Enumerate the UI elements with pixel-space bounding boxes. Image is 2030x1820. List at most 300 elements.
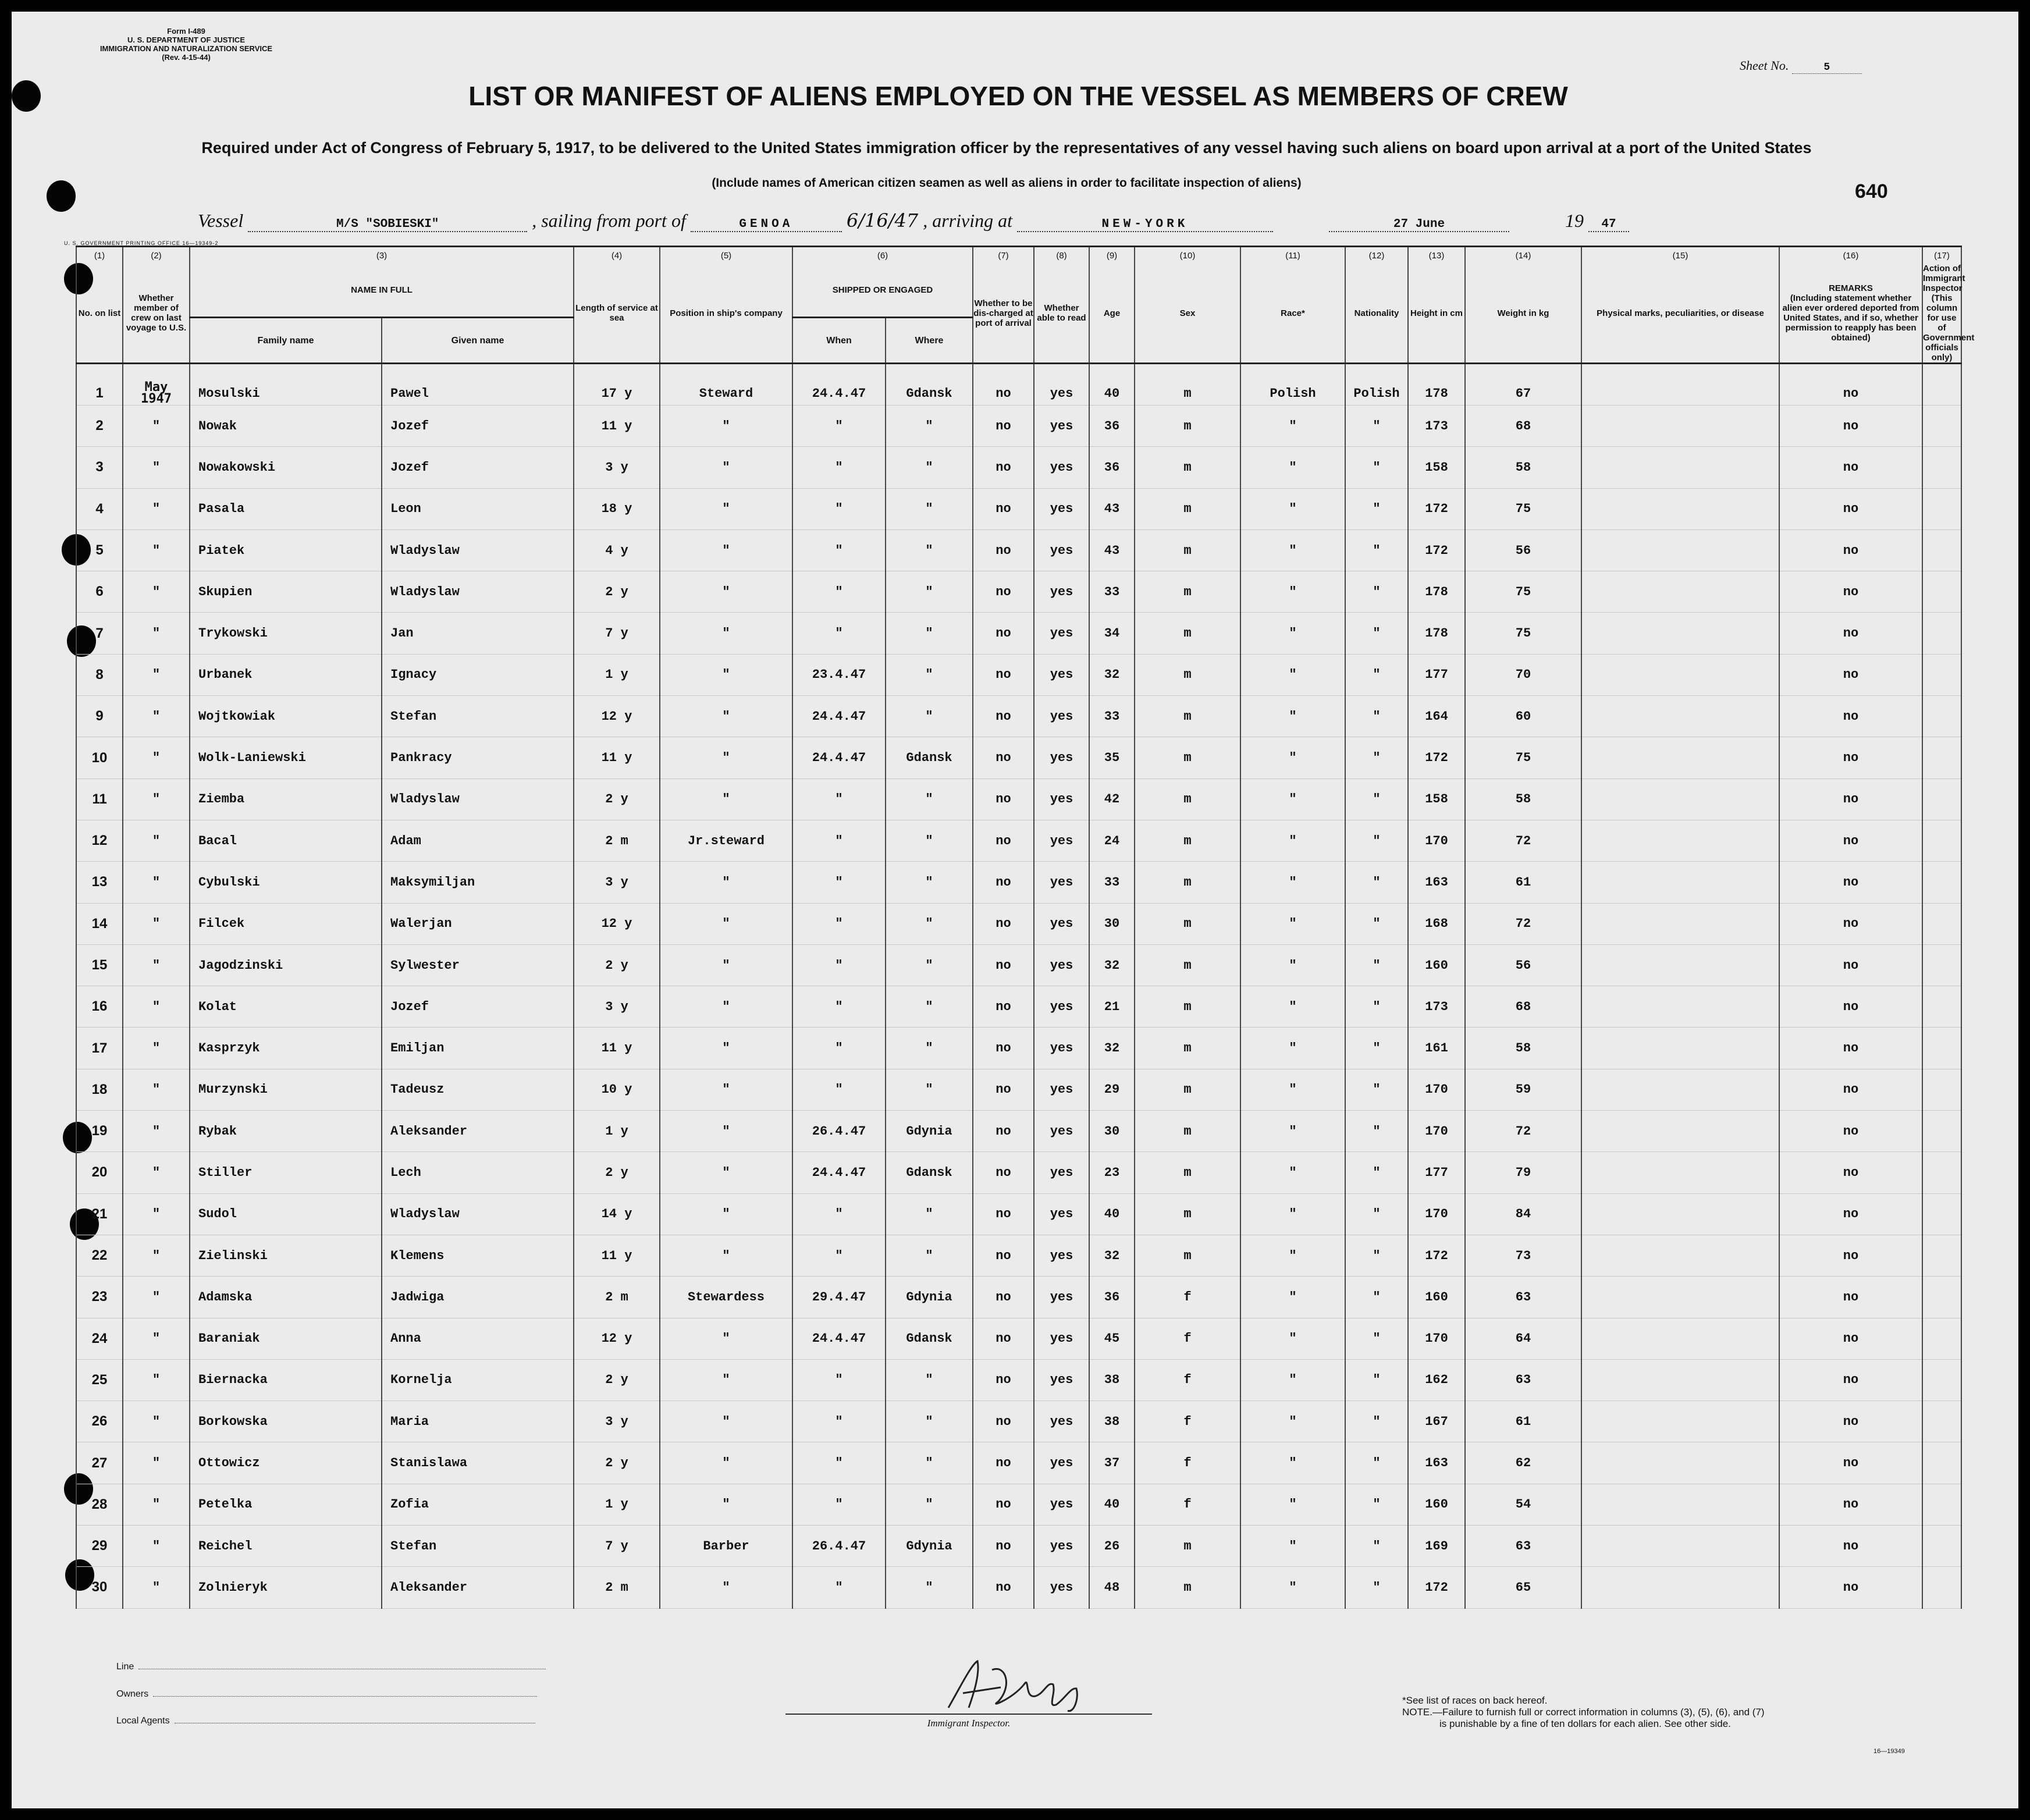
- nationality-header: Nationality: [1345, 264, 1408, 364]
- inspector-action-cell: [1922, 862, 1961, 903]
- prior-voyage-cell: ": [123, 1401, 190, 1442]
- able-to-read-cell: yes: [1034, 903, 1089, 944]
- physical-marks-cell: [1581, 1359, 1779, 1400]
- row-number: 15: [76, 944, 123, 986]
- inspector-action-cell: [1922, 488, 1961, 529]
- inspector-action-cell: [1922, 1567, 1961, 1608]
- given-name-cell: Aleksander: [382, 1111, 574, 1152]
- service-length-cell: 12 y: [574, 1318, 660, 1359]
- weight-cell: 61: [1465, 862, 1581, 903]
- name-in-full-header: NAME IN FULL: [190, 264, 574, 318]
- engaged-when-cell: ": [792, 1484, 886, 1525]
- row-number: 24: [76, 1318, 123, 1359]
- prior-voyage-cell: ": [123, 1442, 190, 1484]
- crew-member-header: Whether member of crew on last voyage to U.S.: [123, 264, 190, 364]
- engaged-where-cell: ": [886, 406, 973, 447]
- owners-field: [116, 1689, 537, 1700]
- family-name-cell: Biernacka: [190, 1359, 382, 1400]
- prior-voyage-cell: ": [123, 1028, 190, 1069]
- service-length-cell: 7 y: [574, 613, 660, 654]
- physical-marks-cell: [1581, 737, 1779, 779]
- prior-voyage-cell: ": [123, 820, 190, 861]
- table-row: [76, 406, 1961, 447]
- given-name-cell: Adam: [382, 820, 574, 861]
- race-cell: ": [1240, 862, 1345, 903]
- row-number: 14: [76, 903, 123, 944]
- position-cell: ": [660, 571, 792, 613]
- printing-office-line: U. S. GOVERNMENT PRINTING OFFICE 16—19349-2: [64, 240, 219, 246]
- service-length-cell: 18 y: [574, 488, 660, 529]
- service-length-cell: 11 y: [574, 406, 660, 447]
- family-name-cell: Sudol: [190, 1193, 382, 1235]
- able-to-read-cell: yes: [1034, 1526, 1089, 1567]
- remarks-cell: no: [1779, 737, 1922, 779]
- agents-field: [116, 1716, 535, 1726]
- height-cell: 173: [1408, 986, 1465, 1028]
- inspector-action-cell: [1922, 1484, 1961, 1525]
- inspector-action-note: (This column for use of Government officials only): [1923, 293, 1975, 362]
- engaged-when-cell: 23.4.47: [792, 654, 886, 695]
- punch-hole: [47, 180, 76, 212]
- row-number: 26: [76, 1401, 123, 1442]
- prior-voyage-cell: ": [123, 613, 190, 654]
- remarks-cell: no: [1779, 696, 1922, 737]
- height-cell: 169: [1408, 1526, 1465, 1567]
- table-row: [76, 1567, 1961, 1608]
- able-to-read-cell: yes: [1034, 571, 1089, 613]
- sex-cell: m: [1135, 1069, 1240, 1110]
- family-name-cell: Trykowski: [190, 613, 382, 654]
- table-row: [76, 820, 1961, 861]
- given-name-cell: Stefan: [382, 1526, 574, 1567]
- position-cell: ": [660, 862, 792, 903]
- prior-voyage-cell: ": [123, 1567, 190, 1608]
- service-length-cell: 11 y: [574, 737, 660, 779]
- age-cell: 42: [1089, 779, 1135, 820]
- engaged-where-cell: ": [886, 1401, 973, 1442]
- remarks-cell: no: [1779, 903, 1922, 944]
- prior-voyage-cell: ": [123, 1111, 190, 1152]
- able-to-read-cell: yes: [1034, 1235, 1089, 1276]
- physical-marks-cell: [1581, 447, 1779, 488]
- race-cell: ": [1240, 488, 1345, 529]
- weight-cell: 75: [1465, 571, 1581, 613]
- height-cell: 172: [1408, 488, 1465, 529]
- able-to-read-cell: yes: [1034, 820, 1089, 861]
- position-cell: Steward: [660, 364, 792, 406]
- weight-cell: 75: [1465, 737, 1581, 779]
- nationality-cell: ": [1345, 529, 1408, 571]
- sex-cell: m: [1135, 1111, 1240, 1152]
- age-cell: 38: [1089, 1359, 1135, 1400]
- physical-marks-cell: [1581, 1484, 1779, 1525]
- column-number-row: [76, 247, 1961, 264]
- able-to-read-cell: yes: [1034, 1069, 1089, 1110]
- nationality-cell: ": [1345, 654, 1408, 695]
- able-to-read-cell: yes: [1034, 1401, 1089, 1442]
- remarks-cell: no: [1779, 613, 1922, 654]
- given-name-cell: Maria: [382, 1401, 574, 1442]
- given-name-cell: Klemens: [382, 1235, 574, 1276]
- department: U. S. DEPARTMENT OF JUSTICE: [127, 35, 245, 44]
- engaged-where-cell: Gdansk: [886, 737, 973, 779]
- engaged-when-cell: 26.4.47: [792, 1526, 886, 1567]
- weight-cell: 75: [1465, 488, 1581, 529]
- remarks-cell: no: [1779, 1152, 1922, 1193]
- table-row: [76, 696, 1961, 737]
- race-cell: ": [1240, 737, 1345, 779]
- discharged-cell: no: [973, 1318, 1034, 1359]
- table-row: [76, 862, 1961, 903]
- row-number: 11: [76, 779, 123, 820]
- inspector-action-cell: [1922, 737, 1961, 779]
- weight-cell: 65: [1465, 1567, 1581, 1608]
- revision: (Rev. 4-15-44): [162, 53, 211, 62]
- position-cell: ": [660, 903, 792, 944]
- row-number: 28: [76, 1484, 123, 1525]
- engaged-when-cell: ": [792, 944, 886, 986]
- inspector-action-cell: [1922, 406, 1961, 447]
- remarks-cell: no: [1779, 488, 1922, 529]
- inspector-action-cell: [1922, 1359, 1961, 1400]
- age-cell: 40: [1089, 1193, 1135, 1235]
- sex-cell: m: [1135, 1193, 1240, 1235]
- family-name-cell: Adamska: [190, 1277, 382, 1318]
- nationality-cell: ": [1345, 820, 1408, 861]
- remarks-cell: no: [1779, 364, 1922, 406]
- nationality-cell: ": [1345, 862, 1408, 903]
- engaged-when-cell: 24.4.47: [792, 364, 886, 406]
- engaged-where-cell: ": [886, 944, 973, 986]
- physical-marks-cell: [1581, 529, 1779, 571]
- race-cell: ": [1240, 1111, 1345, 1152]
- weight-cell: 68: [1465, 986, 1581, 1028]
- engaged-where-cell: ": [886, 571, 973, 613]
- physical-marks-cell: [1581, 364, 1779, 406]
- given-name-cell: Jozef: [382, 447, 574, 488]
- engaged-when-cell: 24.4.47: [792, 1318, 886, 1359]
- engaged-when-cell: ": [792, 986, 886, 1028]
- height-cell: 177: [1408, 1152, 1465, 1193]
- physical-marks-cell: [1581, 696, 1779, 737]
- age-cell: 26: [1089, 1526, 1135, 1567]
- race-cell: ": [1240, 1567, 1345, 1608]
- discharged-cell: no: [973, 488, 1034, 529]
- nationality-cell: ": [1345, 613, 1408, 654]
- table-row: [76, 571, 1961, 613]
- given-name-cell: Jan: [382, 613, 574, 654]
- service-length-cell: 2 m: [574, 820, 660, 861]
- weight-cell: 54: [1465, 1484, 1581, 1525]
- position-cell: ": [660, 1193, 792, 1235]
- nationality-cell: ": [1345, 1359, 1408, 1400]
- physical-marks-header: Physical marks, peculiarities, or disease: [1581, 264, 1779, 364]
- column-number: (17): [1922, 247, 1961, 264]
- family-name-cell: Skupien: [190, 571, 382, 613]
- position-cell: ": [660, 696, 792, 737]
- service-length-cell: 2 y: [574, 1442, 660, 1484]
- remarks-cell: no: [1779, 944, 1922, 986]
- discharged-cell: no: [973, 696, 1034, 737]
- table-row: [76, 613, 1961, 654]
- discharged-cell: no: [973, 1152, 1034, 1193]
- owners-label: Owners: [116, 1689, 149, 1699]
- nationality-cell: ": [1345, 696, 1408, 737]
- position-cell: ": [660, 529, 792, 571]
- given-name-cell: Sylwester: [382, 944, 574, 986]
- able-to-read-cell: yes: [1034, 737, 1089, 779]
- row-number: 8: [76, 654, 123, 695]
- able-to-read-cell: yes: [1034, 986, 1089, 1028]
- able-to-read-cell: yes: [1034, 613, 1089, 654]
- position-cell: ": [660, 1318, 792, 1359]
- engaged-where-cell: ": [886, 529, 973, 571]
- nationality-cell: ": [1345, 447, 1408, 488]
- inspector-action-cell: [1922, 1193, 1961, 1235]
- able-to-read-cell: yes: [1034, 406, 1089, 447]
- age-cell: 40: [1089, 364, 1135, 406]
- table-row: [76, 529, 1961, 571]
- service-length-cell: 12 y: [574, 696, 660, 737]
- service-length-cell: 3 y: [574, 1401, 660, 1442]
- sex-cell: m: [1135, 1526, 1240, 1567]
- engaged-when-cell: ": [792, 779, 886, 820]
- engaged-where-cell: ": [886, 862, 973, 903]
- height-cell: 168: [1408, 903, 1465, 944]
- able-to-read-cell: yes: [1034, 1111, 1089, 1152]
- family-name-cell: Bacal: [190, 820, 382, 861]
- sex-cell: m: [1135, 406, 1240, 447]
- inspector-action-cell: [1922, 1442, 1961, 1484]
- engaged-where-cell: ": [886, 1235, 973, 1276]
- weight-cell: 59: [1465, 1069, 1581, 1110]
- engaged-where-cell: ": [886, 779, 973, 820]
- column-number: (16): [1779, 247, 1922, 264]
- vessel-line: [198, 209, 1827, 232]
- able-to-read-cell: yes: [1034, 1152, 1089, 1193]
- row-number: 4: [76, 488, 123, 529]
- height-cell: 170: [1408, 820, 1465, 861]
- column-number: (2): [123, 247, 190, 264]
- height-cell: 158: [1408, 779, 1465, 820]
- engaged-where-cell: ": [886, 447, 973, 488]
- nationality-cell: ": [1345, 488, 1408, 529]
- age-cell: 43: [1089, 529, 1135, 571]
- given-name-cell: Kornelja: [382, 1359, 574, 1400]
- engaged-when-cell: 24.4.47: [792, 737, 886, 779]
- position-cell: ": [660, 654, 792, 695]
- discharged-cell: no: [973, 820, 1034, 861]
- given-name-cell: Anna: [382, 1318, 574, 1359]
- race-cell: ": [1240, 1526, 1345, 1567]
- service-length-cell: 10 y: [574, 1069, 660, 1110]
- inspector-action-cell: [1922, 696, 1961, 737]
- sheet-number-label: Sheet No.: [1740, 58, 1789, 73]
- weight-cell: 61: [1465, 1401, 1581, 1442]
- form-identifier: [64, 27, 308, 62]
- height-cell: 170: [1408, 1111, 1465, 1152]
- family-name-cell: Baraniak: [190, 1318, 382, 1359]
- given-name-cell: Stanislawa: [382, 1442, 574, 1484]
- remarks-cell: no: [1779, 1526, 1922, 1567]
- discharged-cell: no: [973, 1526, 1034, 1567]
- inspector-action-cell: [1922, 820, 1961, 861]
- position-cell: ": [660, 1567, 792, 1608]
- weight-cell: 72: [1465, 820, 1581, 861]
- inspector-label: Immigrant Inspector.: [927, 1718, 1011, 1729]
- nationality-cell: ": [1345, 737, 1408, 779]
- family-name-cell: Ottowicz: [190, 1442, 382, 1484]
- race-cell: ": [1240, 1359, 1345, 1400]
- row-number: 1: [76, 364, 123, 406]
- sex-cell: m: [1135, 903, 1240, 944]
- given-name-cell: Pankracy: [382, 737, 574, 779]
- race-cell: ": [1240, 1401, 1345, 1442]
- prior-voyage-cell: ": [123, 862, 190, 903]
- discharged-cell: no: [973, 986, 1034, 1028]
- service-length-cell: 2 m: [574, 1277, 660, 1318]
- race-cell: ": [1240, 986, 1345, 1028]
- engaged-when-cell: ": [792, 862, 886, 903]
- able-to-read-cell: yes: [1034, 1484, 1089, 1525]
- prior-voyage-cell: ": [123, 944, 190, 986]
- nationality-cell: Polish: [1345, 364, 1408, 406]
- column-number: (6): [792, 247, 973, 264]
- engaged-where-cell: ": [886, 986, 973, 1028]
- weight-cell: 72: [1465, 1111, 1581, 1152]
- remarks-cell: no: [1779, 1442, 1922, 1484]
- prior-voyage-cell: ": [123, 696, 190, 737]
- nationality-cell: ": [1345, 1318, 1408, 1359]
- physical-marks-cell: [1581, 1442, 1779, 1484]
- engaged-where-cell: Gdansk: [886, 1152, 973, 1193]
- prior-voyage-cell: ": [123, 488, 190, 529]
- nationality-cell: ": [1345, 903, 1408, 944]
- physical-marks-cell: [1581, 1277, 1779, 1318]
- family-name-cell: Murzynski: [190, 1069, 382, 1110]
- age-cell: 37: [1089, 1442, 1135, 1484]
- able-to-read-cell: yes: [1034, 488, 1089, 529]
- nationality-cell: ": [1345, 986, 1408, 1028]
- engaged-where-cell: ": [886, 1028, 973, 1069]
- discharged-cell: no: [973, 1359, 1034, 1400]
- prior-voyage-cell: ": [123, 1526, 190, 1567]
- prior-voyage-date: 1947: [141, 392, 172, 406]
- engaged-when-cell: ": [792, 1193, 886, 1235]
- table-row: [76, 1111, 1961, 1152]
- column-number: (11): [1240, 247, 1345, 264]
- inspector-action-cell: [1922, 1526, 1961, 1567]
- table-row: [76, 1318, 1961, 1359]
- inspector-action-cell: [1922, 1318, 1961, 1359]
- discharged-cell: no: [973, 944, 1034, 986]
- row-number: 19: [76, 1111, 123, 1152]
- weight-cell: 58: [1465, 779, 1581, 820]
- race-cell: ": [1240, 903, 1345, 944]
- weight-cell: 70: [1465, 654, 1581, 695]
- race-cell: ": [1240, 406, 1345, 447]
- inspector-signature-line: [785, 1714, 1152, 1715]
- sex-cell: m: [1135, 696, 1240, 737]
- sex-cell: m: [1135, 488, 1240, 529]
- engaged-when-cell: ": [792, 1359, 886, 1400]
- service-length-cell: 2 y: [574, 779, 660, 820]
- inspector-action-cell: [1922, 986, 1961, 1028]
- height-cell: 178: [1408, 571, 1465, 613]
- print-code: 16—19349: [1873, 1748, 1905, 1755]
- sex-cell: m: [1135, 986, 1240, 1028]
- engaged-when-cell: ": [792, 1028, 886, 1069]
- race-cell: Polish: [1240, 364, 1345, 406]
- discharged-cell: no: [973, 1111, 1034, 1152]
- column-number: (5): [660, 247, 792, 264]
- column-number: (7): [973, 247, 1034, 264]
- page-title: LIST OR MANIFEST OF ALIENS EMPLOYED ON THE VESSEL AS MEMBERS OF CREW: [468, 81, 1568, 111]
- family-name-cell: Petelka: [190, 1484, 382, 1525]
- given-name-cell: Zofia: [382, 1484, 574, 1525]
- column-number: (4): [574, 247, 660, 264]
- table-row: [76, 1359, 1961, 1400]
- service-length-cell: 7 y: [574, 1526, 660, 1567]
- remarks-cell: no: [1779, 1235, 1922, 1276]
- row-number: 29: [76, 1526, 123, 1567]
- family-name-header: Family name: [190, 318, 382, 364]
- inspector-action-cell: [1922, 447, 1961, 488]
- given-name-cell: Walerjan: [382, 903, 574, 944]
- punch-hole: [12, 80, 41, 112]
- column-number: (15): [1581, 247, 1779, 264]
- engaged-when-cell: ": [792, 613, 886, 654]
- row-number: 27: [76, 1442, 123, 1484]
- line-field: [116, 1662, 546, 1672]
- row-number: 2: [76, 406, 123, 447]
- sheet-number-value: 5: [1792, 62, 1862, 74]
- position-cell: ": [660, 488, 792, 529]
- weight-cell: 64: [1465, 1318, 1581, 1359]
- discharged-cell: no: [973, 364, 1034, 406]
- service-length-cell: 1 y: [574, 1484, 660, 1525]
- position-cell: ": [660, 1152, 792, 1193]
- able-to-read-cell: yes: [1034, 1277, 1089, 1318]
- prior-voyage-cell: ": [123, 1235, 190, 1276]
- age-cell: 21: [1089, 986, 1135, 1028]
- able-to-read-cell: yes: [1034, 447, 1089, 488]
- able-to-read-cell: yes: [1034, 779, 1089, 820]
- height-cell: 161: [1408, 1028, 1465, 1069]
- sailing-label: , sailing from port of: [532, 210, 686, 231]
- remarks-note: (Including statement whether alien ever ordered deported from United States, and if so, whether permission to reapply has been obtained): [1782, 293, 1919, 343]
- height-cell: 162: [1408, 1359, 1465, 1400]
- height-cell: 170: [1408, 1193, 1465, 1235]
- service-length-cell: 2 y: [574, 944, 660, 986]
- physical-marks-cell: [1581, 1235, 1779, 1276]
- inspector-action-title: Action of Immigrant Inspector: [1923, 264, 1965, 293]
- age-cell: 32: [1089, 1235, 1135, 1276]
- sex-cell: m: [1135, 1028, 1240, 1069]
- position-cell: ": [660, 1442, 792, 1484]
- remarks-cell: no: [1779, 1028, 1922, 1069]
- inspector-action-cell: [1922, 1111, 1961, 1152]
- sex-header: Sex: [1135, 264, 1240, 364]
- nationality-cell: ": [1345, 1193, 1408, 1235]
- position-cell: ": [660, 986, 792, 1028]
- family-name-cell: Wojtkowiak: [190, 696, 382, 737]
- physical-marks-cell: [1581, 862, 1779, 903]
- weight-cell: 84: [1465, 1193, 1581, 1235]
- discharged-header: Whether to be dis-charged at port of arrival: [973, 264, 1034, 364]
- inspector-action-cell: [1922, 571, 1961, 613]
- engaged-when-cell: 24.4.47: [792, 1152, 886, 1193]
